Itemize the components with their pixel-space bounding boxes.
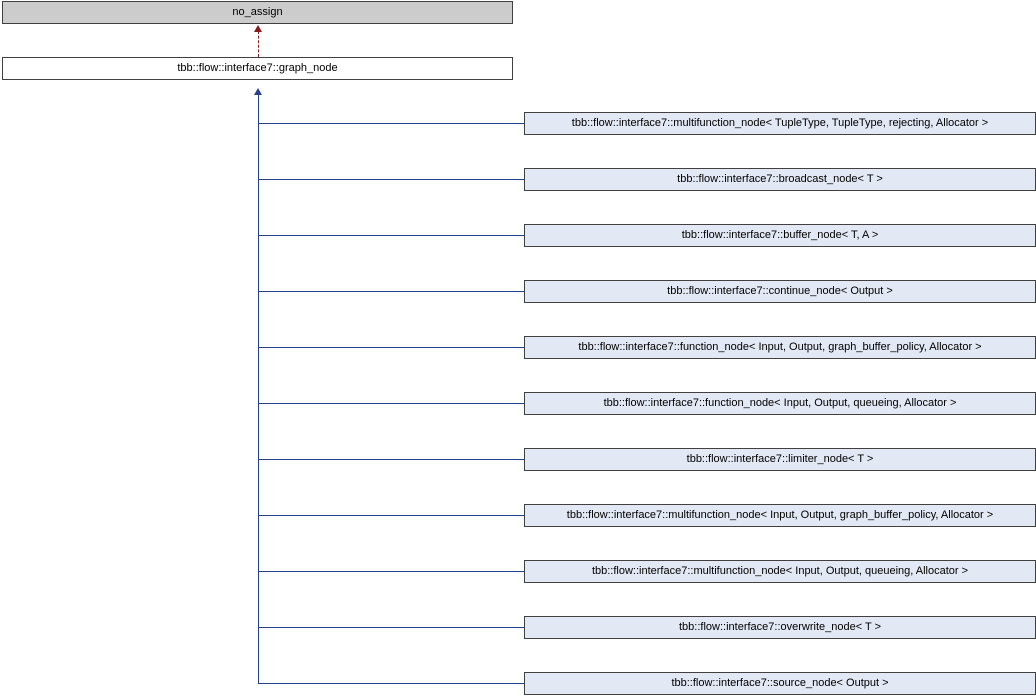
edge-branch-8 — [258, 515, 524, 516]
class-node-label: tbb::flow::interface7::function_node< Input, Output, graph_buffer_policy, Allocator > — [578, 341, 982, 354]
class-node-label: tbb::flow::interface7::overwrite_node< T > — [679, 621, 881, 634]
class-node-label: tbb::flow::interface7::multifunction_node< Input, Output, graph_buffer_policy, Allocator > — [566, 509, 994, 522]
class-node-label: tbb::flow::interface7::buffer_node< T, A > — [681, 229, 879, 242]
class-node-overwrite-node[interactable] — [524, 616, 1036, 639]
arrowhead-graph-node — [254, 88, 262, 95]
class-node-label: tbb::flow::interface7::broadcast_node< T > — [677, 173, 883, 186]
class-node-label: tbb::flow::interface7::limiter_node< T > — [686, 453, 874, 466]
class-node-label: tbb::flow::interface7::continue_node< Output > — [667, 285, 893, 298]
edge-branch-4 — [258, 291, 524, 292]
edge-branch-1 — [258, 123, 524, 124]
edge-trunk-vertical — [258, 94, 259, 684]
edge-branch-2 — [258, 179, 524, 180]
class-node-broadcast-node[interactable] — [524, 168, 1036, 191]
class-node-function-node-queueing[interactable] — [524, 392, 1036, 415]
class-node-multifunction-node-tupletype[interactable] — [524, 112, 1036, 135]
class-node-label: tbb::flow::interface7::graph_node — [177, 62, 338, 75]
class-node-buffer-node[interactable] — [524, 224, 1036, 247]
edge-branch-3 — [258, 235, 524, 236]
class-node-label: tbb::flow::interface7::function_node< Input, Output, queueing, Allocator > — [603, 397, 957, 410]
class-node-limiter-node[interactable] — [524, 448, 1036, 471]
class-node-multifunction-node-queueing[interactable] — [524, 560, 1036, 583]
edge-branch-6 — [258, 403, 524, 404]
edge-branch-10 — [258, 627, 524, 628]
class-node-label: tbb::flow::interface7::multifunction_node< Input, Output, queueing, Allocator > — [591, 565, 969, 578]
class-node-function-node-graph-buffer-policy[interactable] — [524, 336, 1036, 359]
arrowhead-no-assign — [254, 25, 262, 32]
class-node-multifunction-node-graph-buffer-policy[interactable] — [524, 504, 1036, 527]
class-node-label: tbb::flow::interface7::multifunction_node< TupleType, TupleType, rejecting, Allocator > — [571, 117, 989, 130]
edge-branch-7 — [258, 459, 524, 460]
class-node-label: tbb::flow::interface7::source_node< Output > — [671, 677, 889, 690]
edge-graph-node-to-no-assign — [258, 31, 259, 57]
class-node-continue-node[interactable] — [524, 280, 1036, 303]
class-node-label: no_assign — [232, 6, 283, 19]
edge-branch-11 — [258, 683, 524, 684]
class-node-source-node[interactable] — [524, 672, 1036, 695]
edge-branch-9 — [258, 571, 524, 572]
class-node-graph-node[interactable] — [2, 57, 513, 80]
edge-branch-5 — [258, 347, 524, 348]
class-node-no-assign[interactable] — [2, 1, 513, 24]
